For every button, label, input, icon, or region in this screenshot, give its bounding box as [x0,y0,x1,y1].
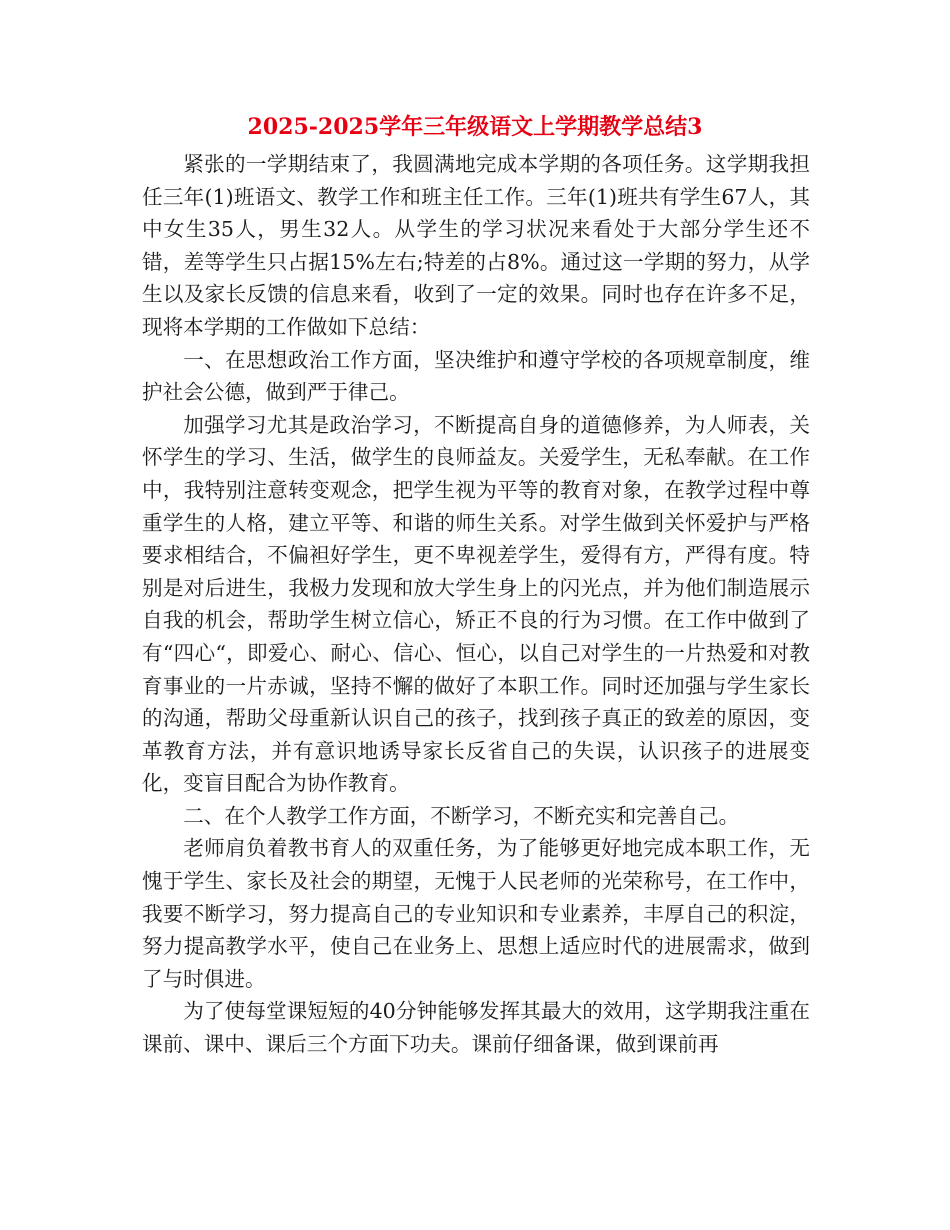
paragraph-section-one-heading: 一、在思想政治工作方面，坚决维护和遵守学校的各项规章制度，维护社会公德，做到严于律己。 [142,347,810,405]
paragraph-political-study: 加强学习尤其是政治学习，不断提高自身的道德修养，为人师表，关怀学生的学习、生活，做学生的良师益友。关爱学生，无私奉献。在工作中，我特别注意转变观念，把学生视为平等的教育对象，在教学过程中尊重学生的人格，建立平等、和谐的师生关系。对学生做到关怀爱护与严格要求相结合，不偏袒好学生，更不卑视差学生，爱得有方，严得有度。特别是对后进生，我极力发现和放大学生身上的闪光点，并为他们制造展示自我的机会，帮助学生树立信心，矫正不良的行为习惯。在工作中做到了有“四心“，即爱心、耐心、信心、恒心，以自己对学生的一片热爱和对教育事业的一片赤诚，坚持不懈的做好了本职工作。同时还加强与学生家长的沟通，帮助父母重新认识自己的孩子，找到孩子真正的致差的原因，变革教育方法，并有意识地诱导家长反省自己的失误，认识孩子的进展变化，变盲目配合为协作教育。 [142,412,810,796]
paragraph-intro: 紧张的一学期结束了，我圆满地完成本学期的各项任务。这学期我担任三年(1)班语文、教学工作和班主任工作。三年(1)班共有学生67人，其中女生35人，男生32人。从学生的学习状况来看处于大部分学生还不错，差等学生只占据15%左右;特差的占8%。通过这一学期的努力，从学生以及家长反馈的信息来看，收到了一定的效果。同时也存在许多不足，现将本学期的工作做如下总结： [142,152,810,339]
paragraph-section-two-heading: 二、在个人教学工作方面，不断学习，不断充实和完善自己。 [183,803,740,828]
document-body [142,148,810,1061]
document-title: 2025-2025学年三年级语文上学期教学总结3 [247,114,703,140]
paragraph-class-prep: 为了使每堂课短短的40分钟能够发挥其最大的效用，这学期我注重在课前、课中、课后三个方面下功夫。课前仔细备课，做到课前再 [142,999,810,1057]
paragraph-teacher-duty: 老师肩负着教书育人的双重任务，为了能够更好地完成本职工作，无愧于学生、家长及社会的期望，无愧于人民老师的光荣称号，在工作中，我要不断学习，努力提高自己的专业知识和专业素养，丰厚自己的积淀，努力提高教学水平，使自己在业务上、思想上适应时代的进展需求，做到了与时俱进。 [142,836,810,991]
